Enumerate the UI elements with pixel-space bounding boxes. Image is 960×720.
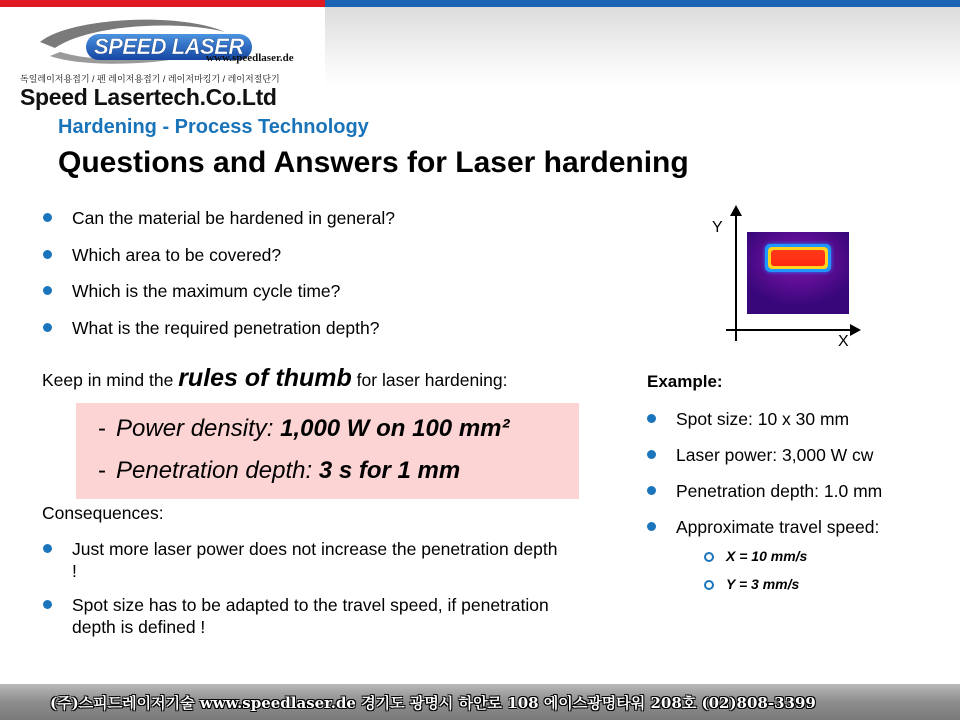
speed-value: Y = 3 mm/s bbox=[726, 576, 800, 592]
list-item bbox=[646, 516, 946, 538]
section-subtitle: Hardening - Process Technology bbox=[58, 116, 369, 138]
list-item bbox=[704, 576, 807, 592]
list-item-text: Can the material be hardened in general? bbox=[72, 208, 395, 228]
rule-penetration-depth bbox=[98, 457, 460, 485]
list-item-text: Penetration depth: 1.0 mm bbox=[676, 481, 883, 501]
consequences-heading: Consequences: bbox=[42, 503, 164, 523]
rules-intro-after: for laser hardening: bbox=[351, 370, 508, 390]
list-item bbox=[42, 594, 562, 638]
bullet-icon bbox=[647, 450, 656, 459]
company-logo bbox=[18, 10, 328, 108]
travel-speed-list bbox=[704, 548, 807, 604]
top-bar-blue bbox=[325, 0, 960, 7]
thermal-image bbox=[747, 232, 849, 314]
company-name: Speed Lasertech.Co.Ltd bbox=[20, 84, 277, 110]
rule-value: 3 s for 1 mm bbox=[318, 457, 461, 484]
list-item-text: Spot size: 10 x 30 mm bbox=[676, 409, 850, 429]
speed-value: X = 10 mm/s bbox=[726, 548, 808, 564]
bullet-icon bbox=[43, 323, 52, 332]
list-item bbox=[42, 207, 602, 229]
list-item-text: Just more laser power does not increase the penetration depth ! bbox=[72, 539, 558, 581]
list-item bbox=[704, 548, 807, 564]
consequences-list bbox=[42, 538, 562, 650]
x-axis bbox=[726, 329, 854, 331]
footer-bar bbox=[0, 684, 960, 720]
logo-product-line: 독일레이저용접기 / 펜 레이저용접기 / 레이저마킹기 / 레이저절단기 bbox=[20, 74, 280, 84]
slide-title: Questions and Answers for Laser hardening bbox=[58, 146, 689, 179]
top-color-bar bbox=[0, 0, 960, 7]
bullet-icon bbox=[43, 600, 52, 609]
rule-value: 1,000 W on 100 mm² bbox=[280, 415, 510, 442]
rules-intro-emphasis: rules of thumb bbox=[178, 364, 352, 392]
top-bar-red bbox=[0, 0, 325, 7]
rule-power-density bbox=[98, 415, 510, 443]
rule-dash: - bbox=[98, 415, 106, 442]
y-axis-label: Y bbox=[712, 219, 723, 236]
rule-label: Power density: bbox=[116, 415, 281, 442]
hardening-spot-diagram bbox=[712, 205, 865, 355]
rules-intro-before: Keep in mind the bbox=[42, 370, 179, 390]
rules-of-thumb-box bbox=[76, 403, 579, 499]
list-item bbox=[42, 280, 602, 302]
hollow-bullet-icon bbox=[704, 580, 714, 590]
bullet-icon bbox=[43, 213, 52, 222]
logo-url[interactable]: www.speedlaser.de bbox=[206, 52, 294, 64]
bullet-icon bbox=[647, 414, 656, 423]
list-item-text: Spot size has to be adapted to the travel speed, if penetration depth is defined ! bbox=[72, 595, 549, 637]
list-item-text: Which is the maximum cycle time? bbox=[72, 281, 341, 301]
questions-list bbox=[42, 207, 602, 353]
rule-dash: - bbox=[98, 457, 106, 484]
rule-label: Penetration depth: bbox=[116, 457, 319, 484]
example-list bbox=[646, 408, 946, 552]
rules-intro bbox=[42, 364, 507, 393]
hollow-bullet-icon bbox=[704, 552, 714, 562]
thermal-hot-core bbox=[771, 250, 825, 266]
footer-contact: (주)스피드레이저기술 www.speedlaser.de 경기도 광명시 하안로 108 에이스광명타워 208호 (02)808-3399 bbox=[50, 694, 816, 712]
list-item-text: Which area to be covered? bbox=[72, 244, 282, 265]
list-item bbox=[42, 244, 602, 266]
example-heading: Example: bbox=[647, 372, 723, 391]
logo-name: SPEED LASER bbox=[86, 34, 252, 60]
list-item-text: What is the required penetration depth? bbox=[72, 317, 380, 338]
bullet-icon bbox=[647, 486, 656, 495]
bullet-icon bbox=[43, 250, 52, 259]
bullet-icon bbox=[43, 286, 52, 295]
list-item bbox=[646, 444, 946, 466]
list-item bbox=[646, 480, 946, 502]
x-axis-label: X bbox=[838, 333, 849, 350]
list-item bbox=[42, 317, 602, 339]
list-item bbox=[646, 408, 946, 430]
arrow-up-icon bbox=[730, 205, 742, 216]
bullet-icon bbox=[43, 544, 52, 553]
list-item bbox=[42, 538, 562, 582]
arrow-right-icon bbox=[850, 324, 861, 336]
header-gradient bbox=[325, 7, 960, 87]
y-axis bbox=[735, 213, 737, 341]
list-item-text: Approximate travel speed: bbox=[676, 517, 880, 537]
bullet-icon bbox=[647, 522, 656, 531]
list-item-text: Laser power: 3,000 W cw bbox=[676, 445, 874, 465]
